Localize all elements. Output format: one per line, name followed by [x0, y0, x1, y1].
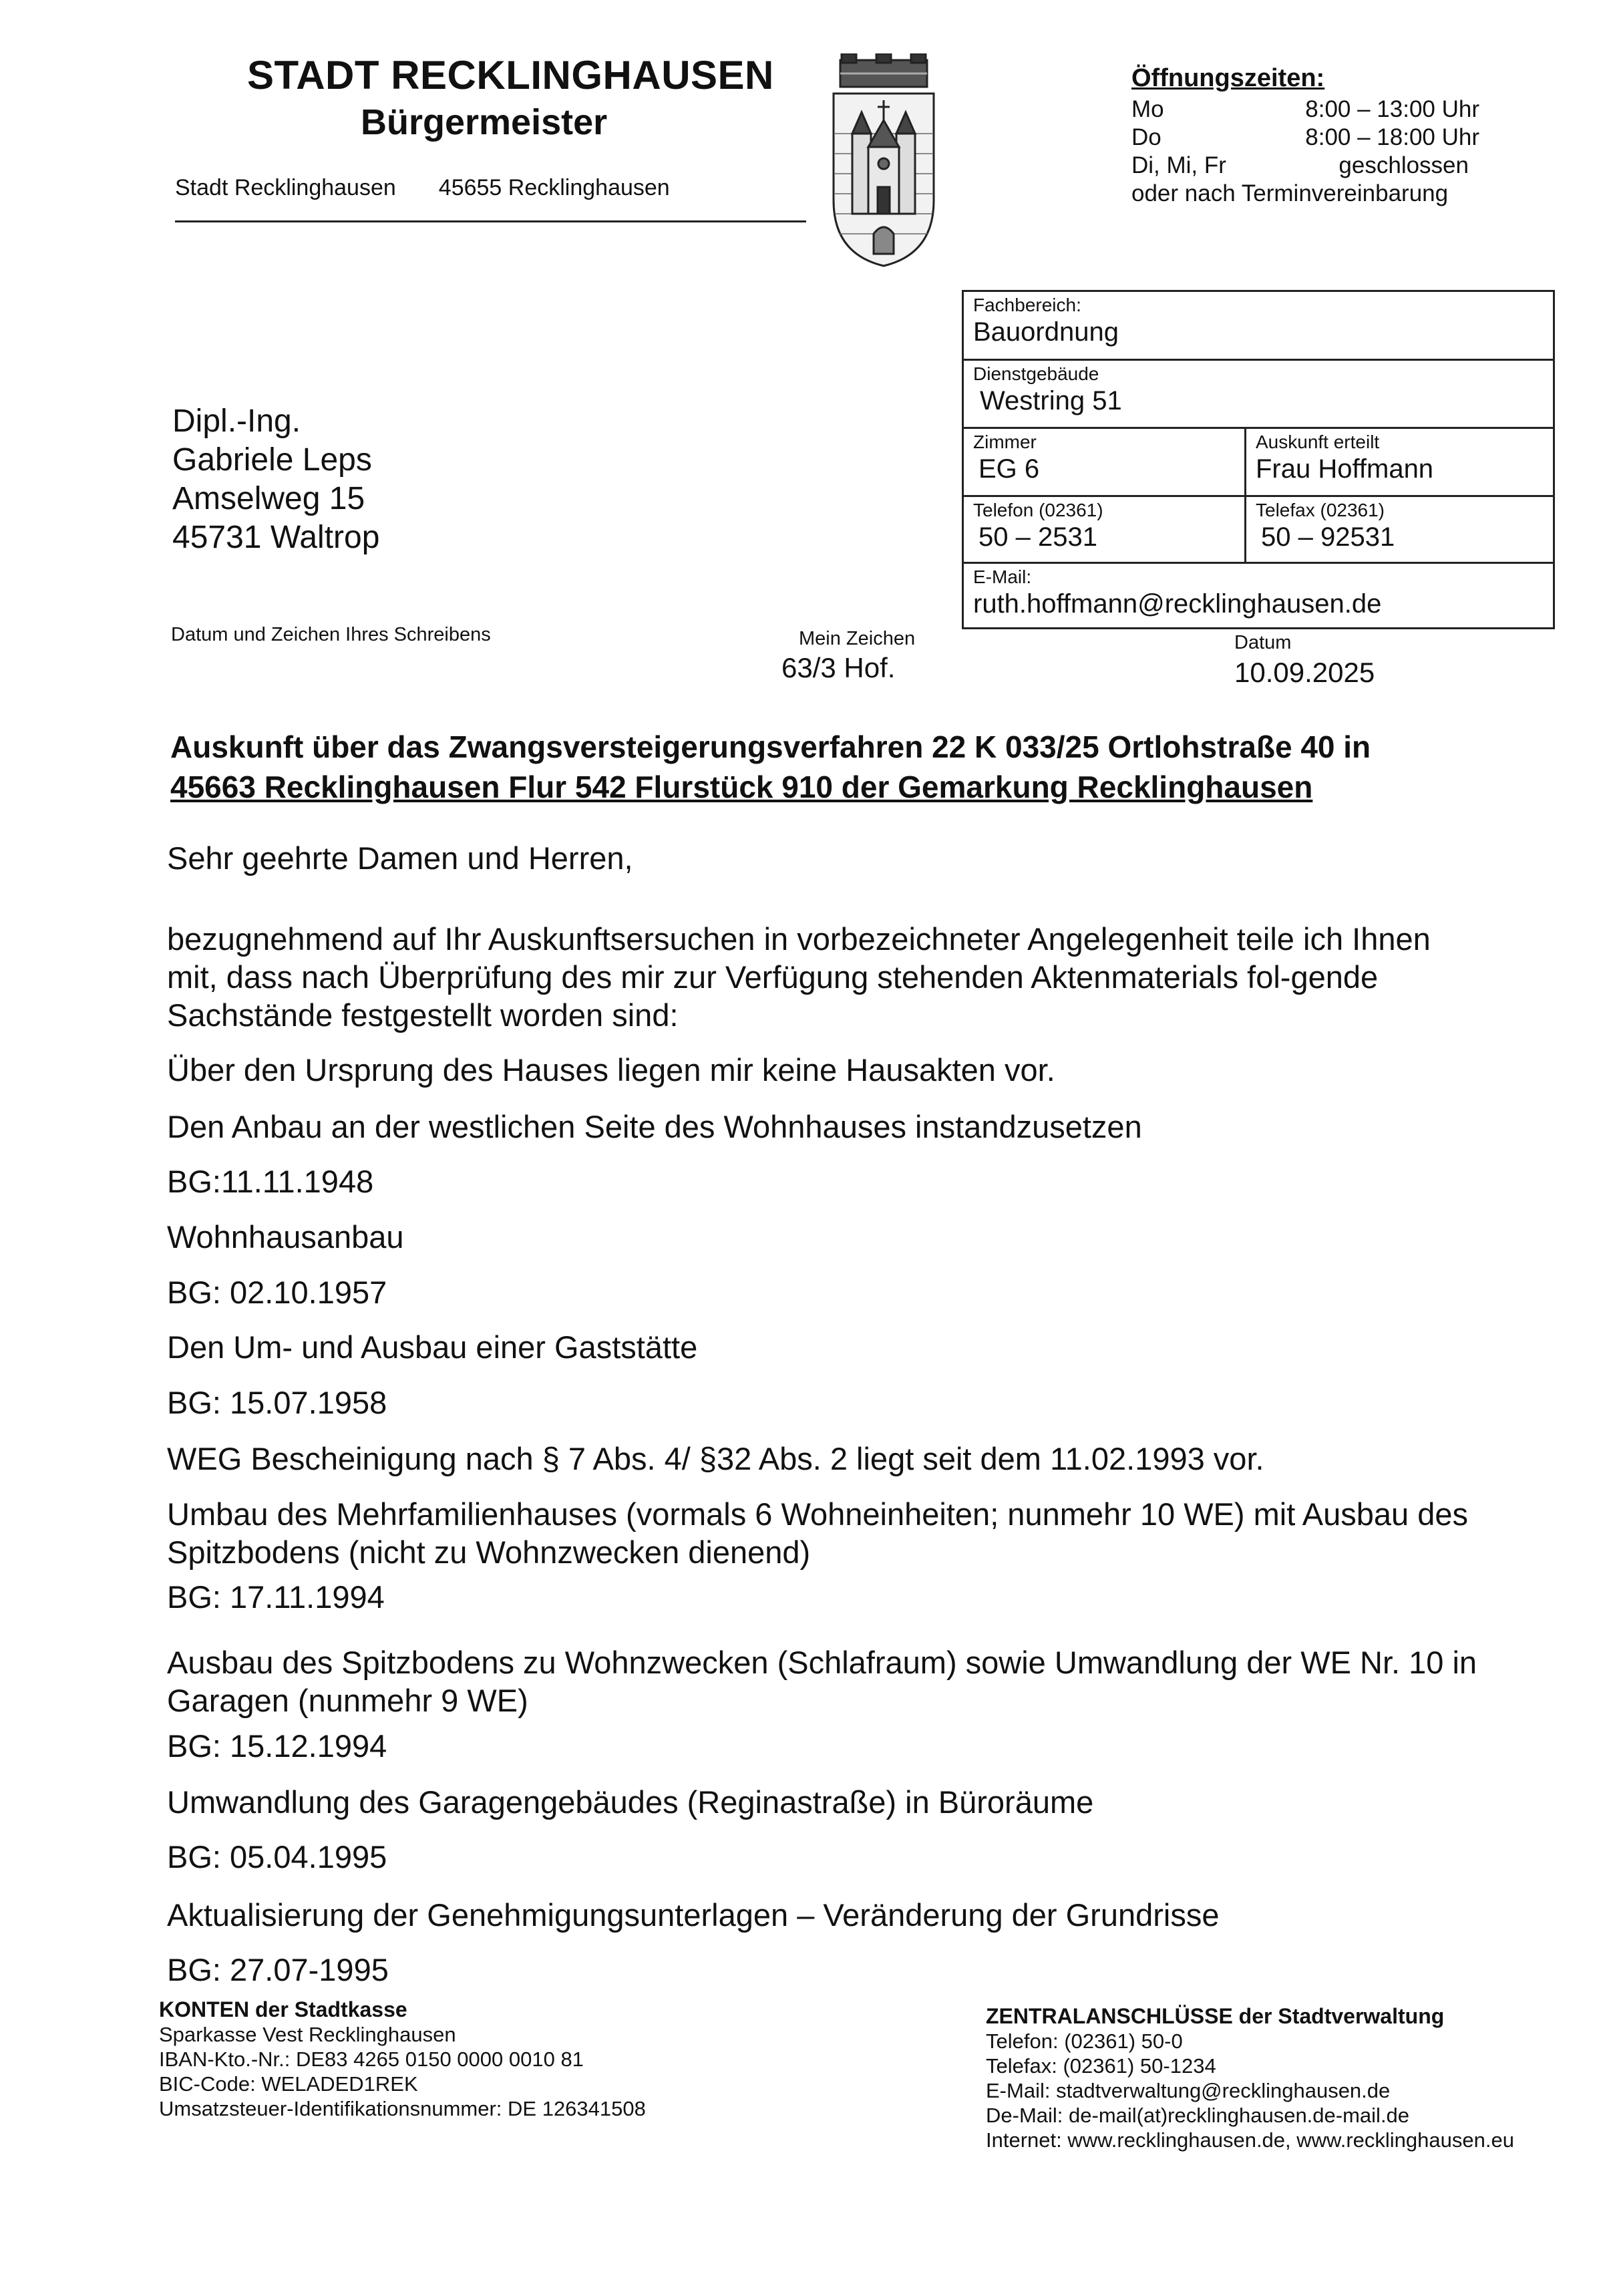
infobox-fachbereich: [964, 292, 1553, 359]
gebaeude-label: Dienstgebäude: [973, 363, 1099, 384]
recipient-street: Amselweg 15: [172, 481, 365, 516]
zentral-line: Telefon: (02361) 50-0: [986, 2029, 1183, 2053]
sender-name: Stadt Recklinghausen: [175, 175, 396, 200]
body-entry: Wohnhausanbau: [167, 1219, 404, 1255]
contact-info-box: [962, 290, 1555, 629]
letter-subject: [170, 727, 1540, 807]
infobox-gebaeude: [964, 359, 1553, 427]
opening-day: Mo: [1131, 96, 1164, 122]
auskunft-cell: [1244, 429, 1555, 495]
body-entry: Umbau des Mehrfamilienhauses (vormals 6 Wohneinheiten; nunmehr 10 WE) mit Ausbau des Spitzbodens (nicht zu Wohnzwecken dienend): [167, 1496, 1468, 1570]
body-entry: Über den Ursprung des Hauses liegen mir keine Hausakten vor.: [167, 1052, 1055, 1088]
recipient-name: Gabriele Leps: [172, 442, 372, 478]
body-entry: BG: 15.12.1994: [167, 1728, 387, 1764]
intro-paragraph: bezugnehmend auf Ihr Auskunftsersuchen in vorbezeichneter Angelegenheit teile ich Ihnen mit, dass nach Überprüfung des mir zur Verfügung stehenden Aktenmaterials fol-gende Sachstände festgestellt worden sind:: [167, 921, 1431, 1033]
auskunft-label: Auskunft erteilt: [1256, 432, 1380, 452]
zentral-line: E-Mail: stadtverwaltung@recklinghausen.de: [986, 2079, 1391, 2102]
sender-city: 45655 Recklinghausen: [438, 175, 670, 200]
telefon-value: 50 – 2531: [978, 522, 1097, 552]
footer-bank-accounts: [159, 1997, 646, 2121]
recipient-title: Dipl.-Ing.: [172, 403, 301, 439]
zimmer-label: Zimmer: [973, 432, 1037, 452]
infobox-phone-row: [964, 495, 1553, 562]
telefax-cell: [1244, 497, 1555, 562]
body-entry: WEG Bescheinigung nach § 7 Abs. 4/ §32 Abs. 2 liegt seit dem 11.02.1993 vor.: [167, 1441, 1264, 1476]
infobox-zimmer-row: [964, 427, 1553, 495]
opening-time: geschlossen: [1338, 152, 1469, 178]
zentral-line: Internet: www.recklinghausen.de, www.recklinghausen.eu: [986, 2128, 1514, 2152]
body-entry: BG: 15.07.1958: [167, 1385, 387, 1420]
opening-hours-row: [1131, 152, 1469, 179]
telefon-cell: [964, 497, 1244, 562]
telefax-label: Telefax (02361): [1256, 500, 1385, 520]
datum-value: 10.09.2025: [1234, 657, 1375, 688]
zentral-line: De-Mail: de-mail(at)recklinghausen.de-mail.de: [986, 2104, 1410, 2127]
city-subtitle: Bürgermeister: [361, 102, 608, 142]
recipient-city: 45731 Waltrop: [172, 520, 380, 555]
body-entry: Umwandlung des Garagengebäudes (Reginastraße) in Büroräume: [167, 1784, 1094, 1820]
sender-divider: [175, 220, 806, 222]
salutation: Sehr geehrte Damen und Herren,: [167, 840, 633, 876]
body-entry: Aktualisierung der Genehmigungsunterlagen – Veränderung der Grundrisse: [167, 1897, 1220, 1933]
konten-line: IBAN-Kto.-Nr.: DE83 4265 0150 0000 0010 81: [159, 2047, 584, 2071]
opening-time: 8:00 – 13:00 Uhr: [1305, 96, 1479, 122]
body-entry: BG: 02.10.1957: [167, 1275, 387, 1310]
gebaeude-value: Westring 51: [980, 386, 1122, 416]
zimmer-cell: [964, 429, 1244, 495]
mein-zeichen-label: Mein Zeichen: [799, 628, 916, 649]
body-entry: BG: 27.07-1995: [167, 1952, 389, 1987]
body-entry: Den Anbau an der westlichen Seite des Wohnhauses instandzusetzen: [167, 1109, 1142, 1144]
body-entry: BG:11.11.1948: [167, 1164, 374, 1199]
konten-line: Sparkasse Vest Recklinghausen: [159, 2023, 456, 2046]
telefon-label: Telefon (02361): [973, 500, 1103, 520]
opening-time: 8:00 – 18:00 Uhr: [1305, 124, 1479, 150]
body-entry: BG: 05.04.1995: [167, 1839, 387, 1874]
opening-hours-row: [1131, 124, 1482, 151]
sender-address-line: [175, 175, 670, 201]
auskunft-value: Frau Hoffmann: [1256, 454, 1434, 484]
opening-day: Di, Mi, Fr: [1131, 152, 1226, 178]
city-coat-of-arms-icon: [827, 53, 940, 267]
opening-hours-title: Öffnungszeiten:: [1131, 64, 1325, 92]
konten-line: Umsatzsteuer-Identifikationsnummer: DE 126341508: [159, 2097, 646, 2120]
ihr-zeichen-label: Datum und Zeichen Ihres Schreibens: [171, 624, 491, 645]
body-entry: Ausbau des Spitzbodens zu Wohnzwecken (Schlafraum) sowie Umwandlung der WE Nr. 10 in Garagen (nunmehr 9 WE): [167, 1645, 1477, 1718]
email-value: ruth.hoffmann@recklinghausen.de: [973, 589, 1382, 619]
opening-hours-note: oder nach Terminvereinbarung: [1131, 180, 1449, 206]
konten-title: KONTEN der Stadtkasse: [159, 1997, 407, 2021]
infobox-email: [964, 562, 1553, 629]
email-label: E-Mail:: [973, 566, 1032, 587]
konten-line: BIC-Code: WELADED1REK: [159, 2072, 418, 2096]
zentral-line: Telefax: (02361) 50-1234: [986, 2054, 1216, 2078]
fachbereich-label: Fachbereich:: [973, 295, 1081, 315]
zimmer-value: EG 6: [978, 454, 1040, 484]
zentral-title: ZENTRALANSCHLÜSSE der Stadtverwaltung: [986, 2004, 1445, 2028]
mein-zeichen-value: 63/3 Hof.: [781, 652, 896, 683]
body-entry: Den Um- und Ausbau einer Gaststätte: [167, 1329, 698, 1365]
opening-hours-row: [1131, 96, 1482, 123]
datum-label: Datum: [1234, 632, 1292, 653]
footer-central-contacts: [986, 2004, 1514, 2152]
recipient-address: [172, 402, 379, 557]
body-entry: BG: 17.11.1994: [167, 1579, 385, 1615]
opening-day: Do: [1131, 124, 1161, 150]
telefax-value: 50 – 92531: [1261, 522, 1395, 552]
city-title: STADT RECKLINGHAUSEN: [247, 53, 774, 98]
fachbereich-value: Bauordnung: [973, 317, 1119, 347]
subject-line-2: 45663 Recklinghausen Flur 542 Flurstück 910 der Gemarkung Recklinghausen: [170, 770, 1313, 804]
subject-line-1: Auskunft über das Zwangsversteigerungsverfahren 22 K 033/25 Ortlohstraße 40 in: [170, 729, 1371, 764]
